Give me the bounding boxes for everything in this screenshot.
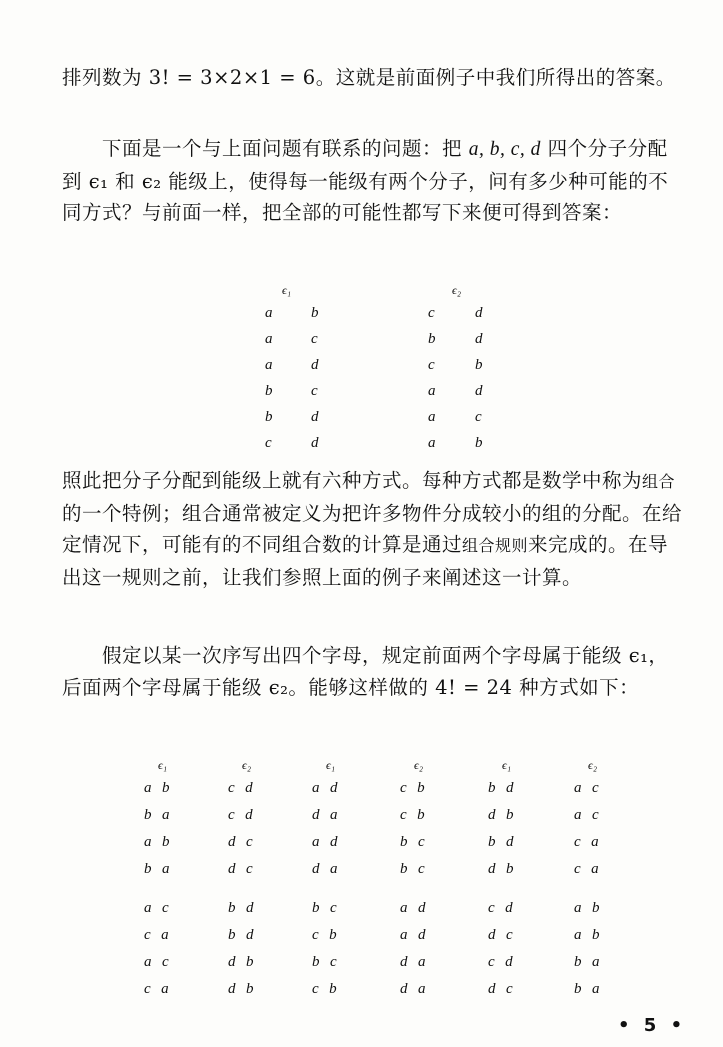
table2-cell: d c: [488, 981, 514, 997]
table1-cell: c: [311, 383, 318, 399]
table2-cell: d b: [228, 981, 255, 997]
table1-cell: b: [428, 331, 436, 347]
table1-header-e1: ϵ₁: [282, 283, 292, 297]
table1-cell: a: [428, 435, 436, 451]
table2-cell: a d: [400, 927, 427, 943]
table1-cell: a: [428, 383, 436, 399]
table2-cell: c b: [312, 981, 338, 997]
paragraph-2: [62, 133, 686, 229]
table2-cell: c a: [144, 927, 170, 943]
table2-cell: b a: [574, 981, 601, 997]
table1-cell: c: [265, 435, 272, 451]
table2-cell: d a: [312, 807, 339, 823]
table2-cell: d b: [228, 954, 255, 970]
table2-cell: a c: [144, 954, 170, 970]
paragraph-2-text-b: 四个分子分配到 ϵ₁ 和 ϵ₂ 能级上，使得每一能级有两个分子，问有多少种可能的不同方式？与前面一样，把全部的可能性都写下来便可得到答案：: [62, 137, 669, 224]
table2-cell: a c: [574, 807, 600, 823]
term-combination: 组合: [642, 472, 676, 491]
table1-cell: c: [428, 305, 435, 321]
table1-cell: a: [428, 409, 436, 425]
table2-cell: b c: [400, 834, 426, 850]
table2-cell: b c: [400, 861, 426, 877]
table2-cell: b d: [488, 780, 515, 796]
page-number: • 5 •: [618, 1015, 687, 1036]
table2-cell: c a: [574, 861, 600, 877]
table2-header: ϵ₂: [242, 758, 252, 772]
table2-cell: a b: [144, 780, 171, 796]
table1-cell: a: [265, 305, 273, 321]
table2-cell: b c: [312, 900, 338, 916]
table2-header: ϵ₂: [414, 758, 424, 772]
table2-cell: d b: [488, 807, 515, 823]
paragraph-3: [62, 465, 686, 593]
table2-cell: b d: [228, 900, 255, 916]
table2-cell: d a: [400, 954, 427, 970]
table2-cell: a c: [144, 900, 170, 916]
table1-cell: b: [475, 435, 483, 451]
table1-cell: d: [311, 409, 319, 425]
paragraph-3-text-a: 照此把分子分配到能级上就有六种方式。每种方式都是数学中称为: [62, 469, 643, 492]
table2-cell: b a: [144, 861, 171, 877]
paragraph-4: 假定以某一次序写出四个字母，规定前面两个字母属于能级 ϵ₁，后面两个字母属于能级 ϵ₂。能够这样做的 4! = 24 种方式如下：: [62, 644, 669, 699]
table1-cell: a: [265, 357, 273, 373]
table1-cell: d: [311, 357, 319, 373]
table1-cell: d: [475, 305, 483, 321]
table1-cell: b: [265, 383, 273, 399]
table2-cell: d a: [400, 981, 427, 997]
table1-cell: b: [265, 409, 273, 425]
table2-cell: c b: [400, 780, 426, 796]
table1-cell: b: [475, 357, 483, 373]
table1-cell: d: [475, 331, 483, 347]
table2-cell: a b: [144, 834, 171, 850]
table2-header: ϵ₂: [588, 758, 598, 772]
table2-cell: a b: [574, 927, 601, 943]
table2-cell: b d: [228, 927, 255, 943]
table2-cell: a b: [574, 900, 601, 916]
table1-cell: c: [311, 331, 318, 347]
table2-cell: b d: [488, 834, 515, 850]
table2-cell: c d: [488, 954, 514, 970]
term-combination-rule: 组合规则: [462, 536, 529, 555]
table2-cell: d c: [488, 927, 514, 943]
table1-cell: b: [311, 305, 319, 321]
table2-cell: d c: [228, 861, 254, 877]
table1-header-e2: ϵ₂: [452, 283, 462, 297]
table2-cell: b a: [574, 954, 601, 970]
paragraph-3-text-c: 来完成的。在导出这一规则之前，让我们参照上面的例子来阐述这一计算。: [62, 533, 669, 589]
table2-cell: a d: [400, 900, 427, 916]
table2-cell: a d: [312, 780, 339, 796]
table2-cell: c d: [228, 807, 254, 823]
table1-cell: d: [311, 435, 319, 451]
table1-cell: a: [265, 331, 273, 347]
table2-cell: b a: [144, 807, 171, 823]
table2-header: ϵ₁: [326, 758, 336, 772]
table2-cell: d a: [312, 861, 339, 877]
table1-cell: d: [475, 383, 483, 399]
table1-cell: c: [428, 357, 435, 373]
table2-cell: d c: [228, 834, 254, 850]
distribution-table-small: [255, 283, 515, 455]
molecule-variables: a, b, c, d: [468, 139, 541, 160]
table2-header: ϵ₁: [158, 758, 168, 772]
table2-cell: c b: [400, 807, 426, 823]
table2-header: ϵ₁: [502, 758, 512, 772]
table2-cell: b c: [312, 954, 338, 970]
table2-cell: c a: [144, 981, 170, 997]
paragraph-3-text-b: 的一个特例；组合通常被定义为把许多物件分成较小的组的分配。在给定情况下，可能有的不同组合数的计算是通过: [62, 501, 683, 556]
paragraph-1: 排列数为 3! = 3×2×1 = 6。这就是前面例子中我们所得出的答案。: [62, 66, 676, 89]
table2-cell: a d: [312, 834, 339, 850]
table2-cell: a c: [574, 780, 600, 796]
table2-cell: c b: [312, 927, 338, 943]
table2-cell: d b: [488, 861, 515, 877]
table2-cell: c d: [228, 780, 254, 796]
paragraph-2-text-a: 下面是一个与上面问题有联系的问题：把: [102, 137, 463, 160]
table2-cell: c d: [488, 900, 514, 916]
permutation-table-large: [130, 758, 630, 998]
table1-cell: c: [475, 409, 482, 425]
table2-cell: c a: [574, 834, 600, 850]
